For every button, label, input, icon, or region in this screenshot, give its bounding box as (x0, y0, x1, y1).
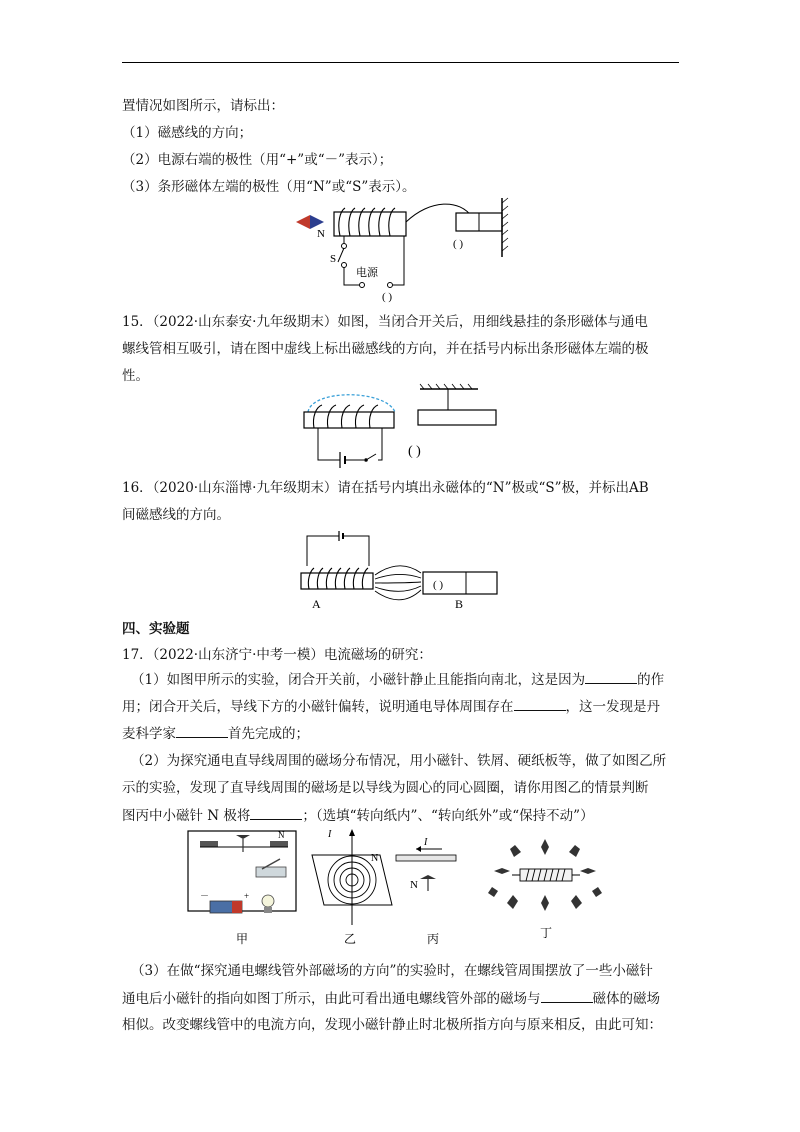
q15-figure (300, 385, 520, 470)
q16-line-2: 间磁感线的方向。 (122, 507, 230, 523)
q14-item-1: （1）磁感线的方向； (122, 125, 253, 141)
source-bracket: ( ) (382, 291, 393, 303)
answer-blank-1[interactable] (585, 669, 637, 684)
switch-base (256, 867, 286, 877)
label-b: B (455, 597, 464, 611)
current-label-yi: I (328, 829, 332, 840)
bar-magnet (418, 410, 496, 425)
magnet-bracket: ( ) (408, 444, 421, 459)
compass-needle-north (310, 215, 324, 229)
q17-head: 17．（2022·山东济宁·中考一模）电流磁场的研究： (122, 647, 432, 663)
figure-jia (188, 830, 296, 946)
section-title: 四、实验题 (122, 621, 190, 637)
current-label-bing: I (424, 837, 428, 848)
field-lines-ab (375, 566, 421, 600)
switch (338, 248, 344, 262)
q17-p1-line-3: 麦科学家 首先完成的； (122, 723, 682, 744)
label-a: A (312, 597, 321, 611)
straight-wire (396, 855, 456, 861)
q17-p3-line-3: 相似。改变螺线管中的电流方向，发现小磁针静止时北极所指方向与原来相反，由此可知： (122, 1017, 662, 1033)
answer-blank-5[interactable] (541, 988, 593, 1003)
n-label-yi: N (371, 853, 379, 864)
battery-minus: － (200, 891, 210, 901)
q17-p2-line-2: 示的实验，发现了直导线周围的磁场是以导线为圆心的同心圆圈，请你用图乙的情景判断 (122, 780, 649, 796)
q17-p2-line-1: （2）为探究通电直导线周围的磁场分布情况，用小磁针、铁屑、硬纸板等，做了如图乙所 (131, 753, 667, 769)
q15-line-1: 15．（2022·山东泰安·九年级期末）如图，当闭合开关后，用细线悬挂的条形磁体与通电 (122, 314, 648, 330)
answer-blank-2[interactable] (514, 696, 566, 711)
q17-figures (180, 825, 630, 950)
n-label-bing: N (410, 879, 418, 891)
electromagnet-coil (308, 568, 368, 589)
q14-item-3: （3）条形磁体左端的极性（用“N”或“S”表示）。 (122, 179, 416, 195)
answer-blank-4[interactable] (250, 805, 302, 820)
caption-bing: 丙 (427, 932, 440, 946)
q15-line-3: 性。 (122, 368, 149, 384)
needle-label: N (317, 228, 325, 240)
magnet-bracket: ( ) (433, 579, 444, 591)
q17-p3-line-1: （3）在做“探究通电螺线管外部磁场的方向”的实验时，在螺线管周围摆放了一些小磁针 (131, 963, 653, 979)
terminal-n-label: N (278, 830, 285, 840)
figure-yi (312, 829, 392, 946)
q14-intro: 置情况如图所示，请标出： (122, 98, 284, 114)
header-rule (122, 62, 679, 63)
switch-label: S (330, 253, 337, 265)
caption-ding: 丁 (540, 926, 553, 940)
source-label: 电源 (356, 267, 378, 279)
solenoid-core (304, 412, 394, 428)
bulb (262, 895, 274, 907)
figure-bing (396, 837, 456, 946)
compass-needle (420, 875, 436, 879)
solenoid-coil (313, 405, 378, 428)
caption-jia: 甲 (236, 932, 249, 946)
magnet-bracket: ( ) (453, 238, 464, 250)
source-terminal-right (388, 283, 393, 288)
answer-blank-3[interactable] (176, 723, 228, 738)
q15-line-2: 螺线管相互吸引，请在图中虚线上标出磁感线的方向，并在括号内标出条形磁体左端的极 (122, 341, 649, 357)
figure-ding (488, 839, 602, 940)
compass-needle (236, 835, 250, 839)
q17-p3-line-2: 通电后小磁针的指向如图丁所示，由此可看出通电螺线管外部的磁场与 磁体的磁场 (122, 988, 682, 1009)
q14-item-2: （2）电源右端的极性（用“+”或“－”表示）； (122, 152, 393, 168)
q14-figure (290, 195, 520, 305)
battery-plus: + (244, 891, 250, 901)
source-terminal-left (360, 283, 365, 288)
q17-p1-line-2: 用；闭合开关后，导线下方的小磁针偏转，说明通电导体周围存在 ，这一发现是丹 (122, 696, 682, 717)
q17-p2-line-3: 图丙中小磁针 N 极将 ；（选填“转向纸内”、“转向纸外”或“保持不动”） (122, 805, 682, 826)
compass-needle-south (296, 215, 310, 229)
dashed-field-line (308, 395, 395, 412)
q16-figure (297, 528, 507, 613)
caption-yi: 乙 (344, 932, 357, 946)
q16-line-1: 16．（2020·山东淄博·九年级期末）请在括号内填出永磁体的“N”极或“S”极，并标出AB (122, 480, 649, 496)
q17-p1-line-1: （1）如图甲所示的实验，闭合开关前，小磁针静止且能指向南北，这是因为 的作 (131, 669, 691, 690)
switch (366, 454, 376, 460)
